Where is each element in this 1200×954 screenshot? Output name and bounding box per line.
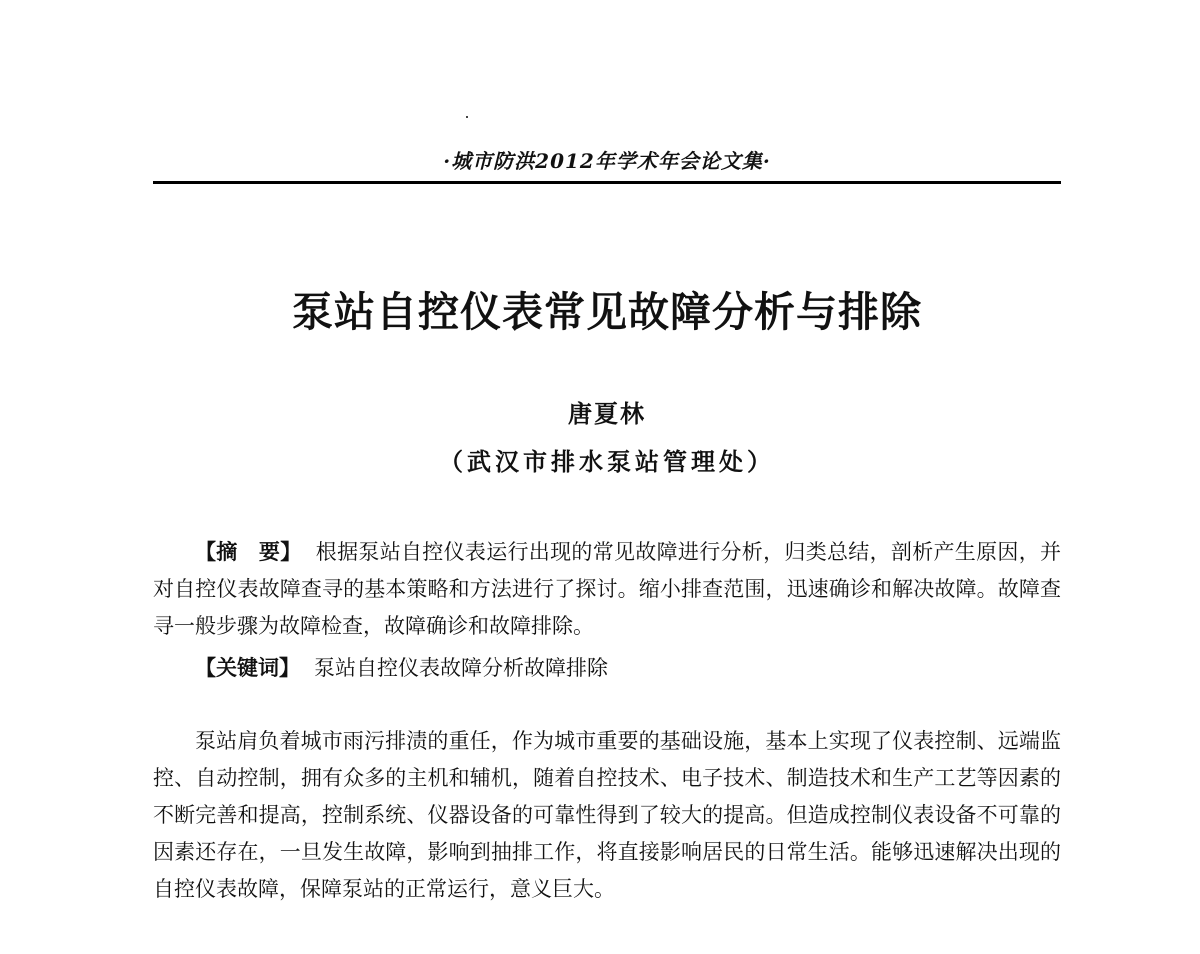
keywords-label: 【关键词】 xyxy=(195,655,300,680)
paper-title: 泵站自控仪表常见故障分析与排除 xyxy=(292,288,922,336)
keywords-text: 泵站自控仪表故障分析故障排除 xyxy=(314,656,608,680)
abstract-text: 根据泵站自控仪表运行出现的常见故障进行分析，归类总结，剖析产生原因，并对自控仪表故障查寻的基本策略和方法进行了探讨。缩小排查范围，迅速确诊和解决故障。故障查寻一般步骤为故障检查，故障确诊和故障排除。 xyxy=(153,540,1061,638)
keywords-paragraph xyxy=(153,649,1061,687)
running-header: ·城市防洪2012年学术年会论文集· xyxy=(443,149,771,173)
abstract-paragraph xyxy=(153,533,1061,645)
header-rule xyxy=(153,181,1061,184)
scan-speck xyxy=(466,116,468,118)
author-affiliation: （武汉市排水泵站管理处） xyxy=(439,447,775,476)
abstract-label: 【摘 要】 xyxy=(195,539,302,564)
author-name: 唐夏林 xyxy=(568,399,646,428)
body-paragraph: 泵站肩负着城市雨污排渍的重任，作为城市重要的基础设施，基本上实现了仪表控制、远端监控、自动控制，拥有众多的主机和辅机，随着自控技术、电子技术、制造技术和生产工艺等因素的不断完善和提高，控制系统、仪器设备的可靠性得到了较大的提高。但造成控制仪表设备不可靠的因素还存在，一旦发生故障，影响到抽排工作，将直接影响居民的日常生活。能够迅速解决出现的自控仪表故障，保障泵站的正常运行，意义巨大。 xyxy=(153,729,1061,901)
